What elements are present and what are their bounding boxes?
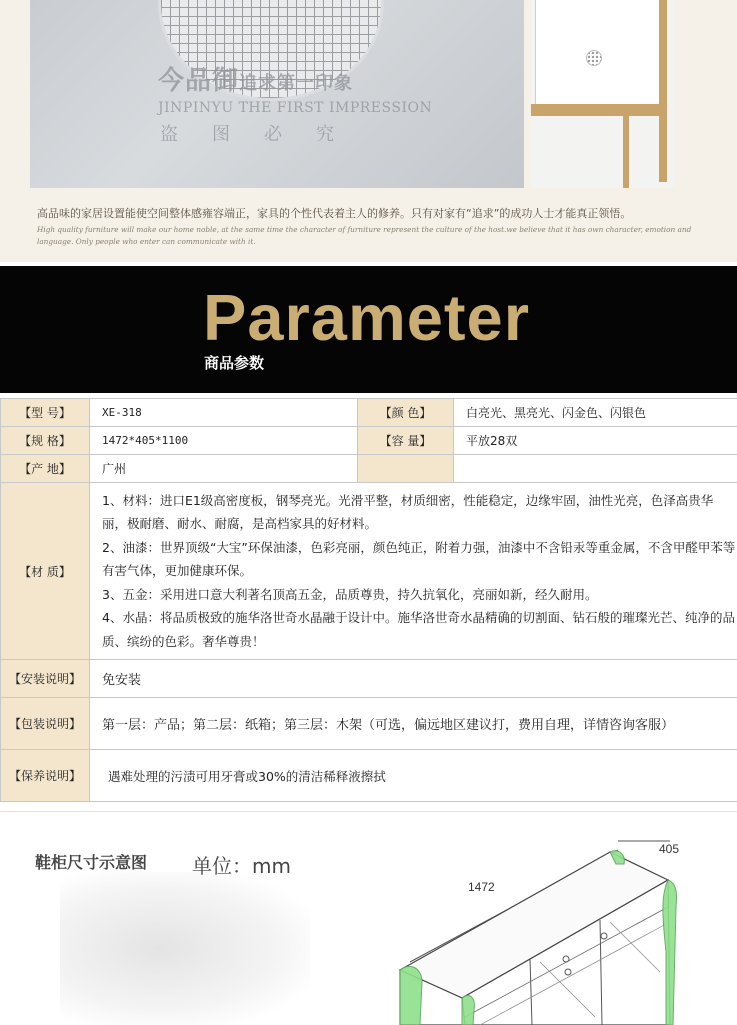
watermark-notice: 盗图必究: [160, 120, 368, 146]
model-value: XE-318: [90, 399, 358, 427]
material-label: 【材 质】: [1, 483, 90, 660]
size-label: 【规 格】: [1, 427, 90, 455]
install-label: 【安装说明】: [1, 660, 90, 698]
width-label: 1472: [468, 880, 495, 894]
vent-icon: [586, 50, 602, 66]
material-line: 3、五金：采用进口意大利著名顶高五金，品质尊贵，持久抗氧化，亮丽如新，经久耐用。: [102, 583, 737, 607]
size-value: 1472*405*1100: [90, 427, 358, 455]
banner-subtitle: 商品参数: [204, 352, 264, 373]
watermark-english: JINPINYU THE FIRST IMPRESSION: [158, 100, 432, 116]
parameter-table: [0, 398, 737, 802]
depth-label: 405: [659, 842, 679, 856]
empty-label-cell: [358, 455, 454, 483]
dimension-diagram-panel: [0, 811, 737, 1025]
origin-value: 广州: [90, 455, 358, 483]
frame-rail: [531, 104, 663, 116]
speaker-grille-photo: [30, 0, 524, 188]
table-row: [1, 427, 737, 455]
capacity-value: 平放28双: [454, 427, 737, 455]
dimension-title: 鞋柜尺寸示意图: [35, 850, 147, 873]
product-photo-band: [0, 0, 737, 262]
origin-label: 【产 地】: [1, 455, 90, 483]
table-row: [1, 660, 737, 698]
material-line: 1、材料：进口E1级高密度板，钢琴亮光。光滑平整，材质细密，性能稳定，边缘牢固，油性光亮，色泽高贵华丽，极耐磨、耐水、耐腐，是高档家具的好材料。: [102, 489, 737, 536]
color-label: 【颜 色】: [358, 399, 454, 427]
slogan-chinese: 高品味的家居设置能使空间整体感雍容端正，家具的个性代表着主人的修养。只有对家有“追求”的成功人士才能真正领悟。: [37, 205, 631, 221]
empty-value-cell: [454, 455, 737, 483]
table-row: [1, 399, 737, 427]
table-row: [1, 455, 737, 483]
model-label: 【型 号】: [1, 399, 90, 427]
capacity-label: 【容 量】: [358, 427, 454, 455]
cabinet-door: [535, 0, 661, 105]
material-line: 4、水晶：将品质极致的施华洛世奇水晶融于设计中。施华洛世奇水晶精确的切割面、钻石般的璀璨光芒、纯净的品质、缤纷的色彩。奢华尊贵！: [102, 606, 737, 653]
decorative-shading: [60, 872, 310, 1025]
dimension-unit: 单位：mm: [192, 850, 291, 879]
table-row: [1, 750, 737, 802]
frame-post: [659, 0, 667, 116]
table-row: [1, 698, 737, 750]
cabinet-detail-photo: [531, 0, 675, 188]
watermark-brand: 今品御追求第一印象: [158, 60, 353, 97]
cabinet-leg: [659, 116, 667, 182]
slogan-english: High quality furniture will make our home noble, at the same time the character of furniture represent the culture of the host.we believe that it has own character, emotion and language. Only people who enter can communicate with it.: [37, 224, 717, 248]
packing-label: 【包装说明】: [1, 698, 90, 750]
packing-value: 第一层：产品；第二层：纸箱；第三层：木架（可选，偏远地区建议打，费用自理，详情咨询客服）: [90, 698, 737, 750]
parameter-banner: [0, 266, 737, 393]
leg-highlight-left: [400, 966, 422, 1025]
care-label: 【保养说明】: [1, 750, 90, 802]
install-value: 免安装: [90, 660, 737, 698]
material-line: 2、油漆：世界顶级“大宝”环保油漆，色彩亮丽，颜色纯正，附着力强，油漆中不含铅汞等重金属，不含甲醛甲苯等有害气体，更加健康环保。: [102, 536, 737, 583]
care-value: 遇难处理的污渍可用牙膏或30%的清洁稀释液擦拭: [90, 750, 737, 802]
cabinet-line-drawing: [370, 812, 737, 1025]
material-value: [90, 483, 737, 660]
cabinet-leg: [623, 116, 629, 188]
banner-title: Parameter: [203, 280, 530, 355]
table-row: [1, 483, 737, 660]
color-value: 白亮光、黑亮光、闪金色、闪银色: [454, 399, 737, 427]
leg-highlight-front: [462, 996, 474, 1025]
